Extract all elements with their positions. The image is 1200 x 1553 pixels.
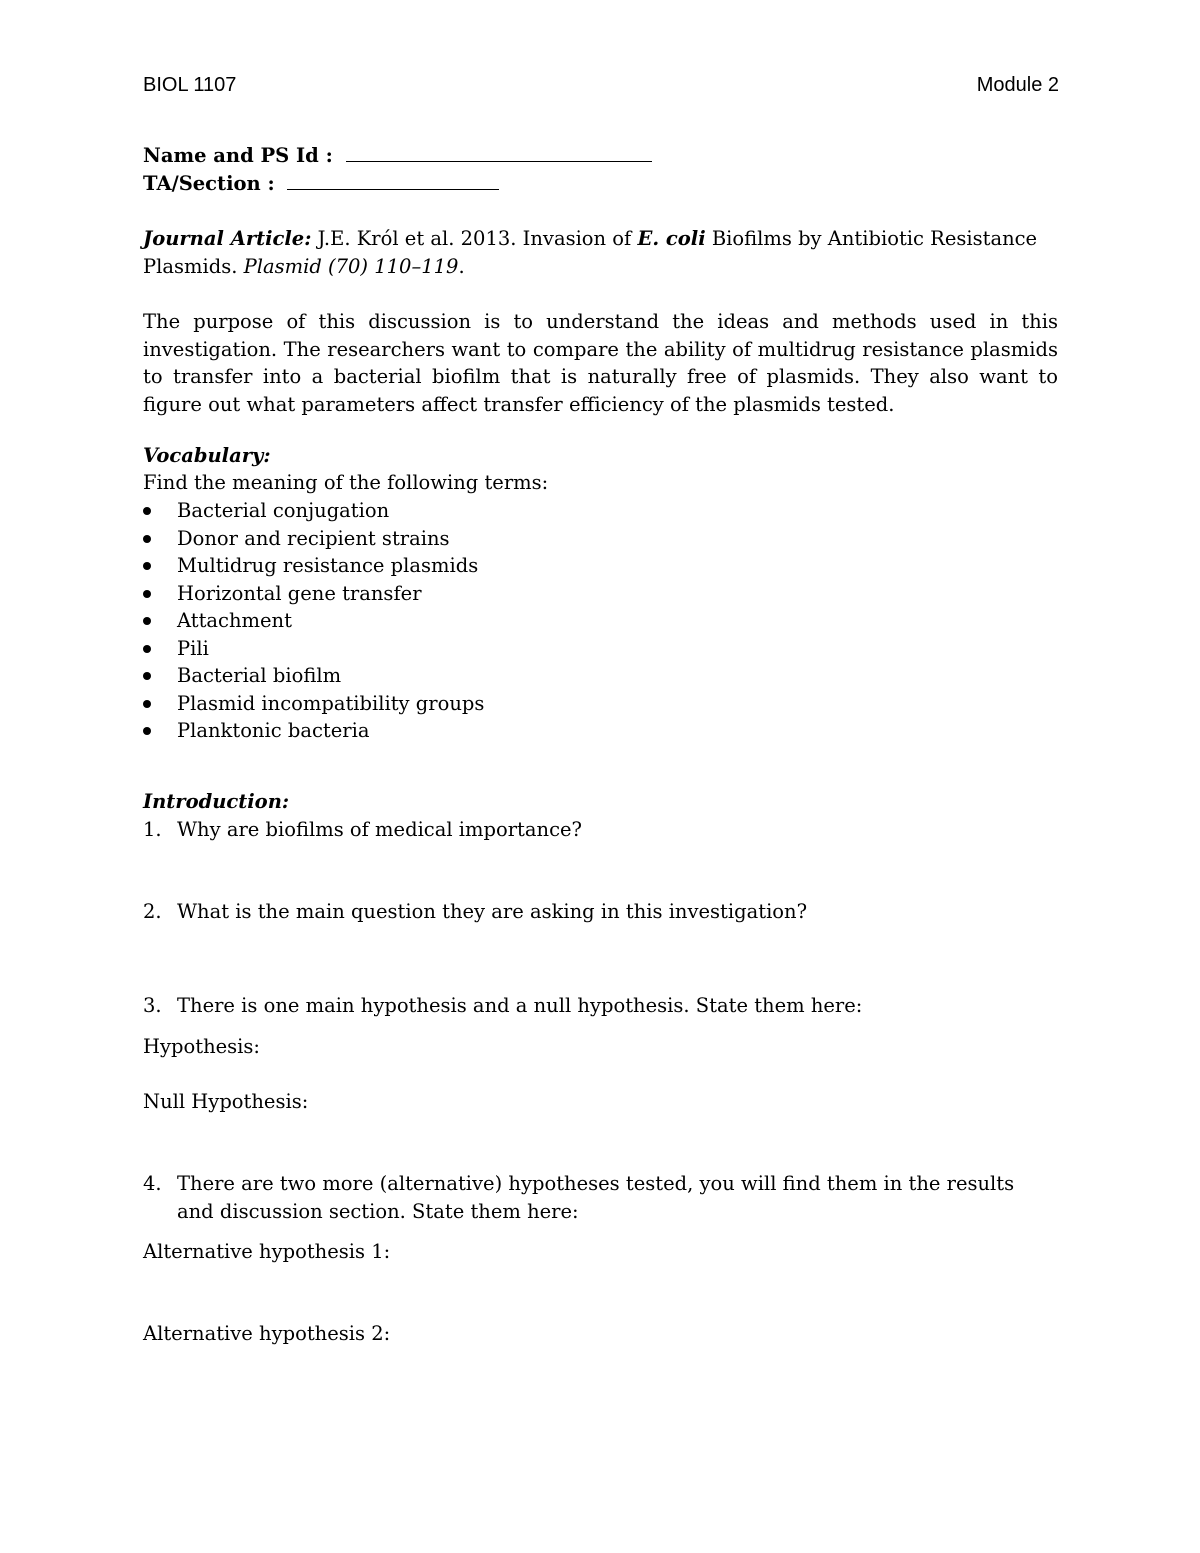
bullet-icon xyxy=(143,535,151,543)
vocab-term: Plasmid incompatibility groups xyxy=(177,691,485,715)
vocab-term: Planktonic bacteria xyxy=(177,719,370,742)
introduction-heading: Introduction: xyxy=(143,790,290,813)
name-field-row xyxy=(143,142,652,170)
vocab-term: Bacterial biofilm xyxy=(177,664,342,687)
question-number: 4. xyxy=(143,1172,162,1195)
list-item xyxy=(143,525,484,553)
ta-field-row xyxy=(143,170,499,198)
vocabulary-instruction: Find the meaning of the following terms: xyxy=(143,471,549,494)
question-number: 2. xyxy=(143,900,162,923)
question-number: 3. xyxy=(143,994,162,1017)
bullet-icon xyxy=(143,727,151,735)
purpose-paragraph: The purpose of this discussion is to understand the ideas and methods used in this investigation. The researchers want to compare the ability of multidrug resistance plasmids to transfer into a bacterial biofilm that is naturally free of plasmids. They also want to figure out what parameters affect transfer efficiency of the plasmids tested. xyxy=(143,310,1058,416)
list-item xyxy=(143,662,484,690)
bullet-icon xyxy=(143,645,151,653)
bullet-icon xyxy=(143,507,151,515)
null-hypothesis-label: Null Hypothesis: xyxy=(143,1090,309,1113)
list-item xyxy=(143,497,484,525)
citation-title: Biofilms by Antibiotic Resistance xyxy=(711,227,1038,250)
question-number: 1. xyxy=(143,818,162,841)
question-text-continued: and discussion section. State them here: xyxy=(177,1199,579,1223)
vocab-term: Pili xyxy=(177,636,209,660)
list-item xyxy=(143,717,484,745)
question-text: There are two more (alternative) hypotheses tested, you will find them in the results xyxy=(177,1172,1015,1195)
question-3 xyxy=(143,992,862,1020)
bullet-icon xyxy=(143,700,151,708)
alt-hypothesis-2-label: Alternative hypothesis 2: xyxy=(143,1322,391,1345)
course-code: BIOL 1107 xyxy=(143,74,237,96)
list-item xyxy=(143,552,484,580)
vocab-term: Donor and recipient strains xyxy=(177,526,450,550)
citation-authors: J.E. Król et al. 2013. Invasion of xyxy=(317,227,632,250)
citation-line-2 xyxy=(143,253,465,281)
name-blank-line[interactable] xyxy=(346,143,652,162)
list-item xyxy=(143,580,484,608)
alt-hypothesis-1-label: Alternative hypothesis 1: xyxy=(143,1240,391,1263)
citation-label: Journal Article: xyxy=(143,227,312,250)
question-text: There is one main hypothesis and a null hypothesis. State them here: xyxy=(177,994,863,1017)
question-4 xyxy=(143,1170,1014,1225)
question-text: Why are biofilms of medical importance? xyxy=(177,818,582,841)
vocab-term: Attachment xyxy=(177,609,292,632)
question-1 xyxy=(143,816,582,844)
module-label: Module 2 xyxy=(976,74,1059,96)
vocab-term: Multidrug resistance plasmids xyxy=(177,554,479,577)
bullet-icon xyxy=(143,617,151,625)
question-2 xyxy=(143,898,807,926)
vocabulary-list xyxy=(143,497,484,745)
citation-journal: Plasmid (70) 110–119 xyxy=(243,255,459,278)
bullet-icon xyxy=(143,672,151,680)
citation-title-end: Plasmids. xyxy=(143,255,238,278)
ta-blank-line[interactable] xyxy=(287,171,499,190)
hypothesis-label: Hypothesis: xyxy=(143,1035,260,1058)
list-item xyxy=(143,635,484,663)
citation-end: . xyxy=(458,255,465,278)
vocab-term: Horizontal gene transfer xyxy=(177,581,422,605)
bullet-icon xyxy=(143,590,151,598)
ta-field-label: TA/Section : xyxy=(143,172,275,195)
list-item xyxy=(143,607,484,635)
vocabulary-heading: Vocabulary: xyxy=(143,444,271,467)
name-field-label: Name and PS Id : xyxy=(143,144,333,167)
vocab-term: Bacterial conjugation xyxy=(177,499,390,522)
bullet-icon xyxy=(143,562,151,570)
citation-line-1 xyxy=(143,225,1037,253)
question-text: What is the main question they are asking in this investigation? xyxy=(177,900,808,923)
list-item xyxy=(143,690,484,718)
citation-species: E. coli xyxy=(637,227,706,250)
